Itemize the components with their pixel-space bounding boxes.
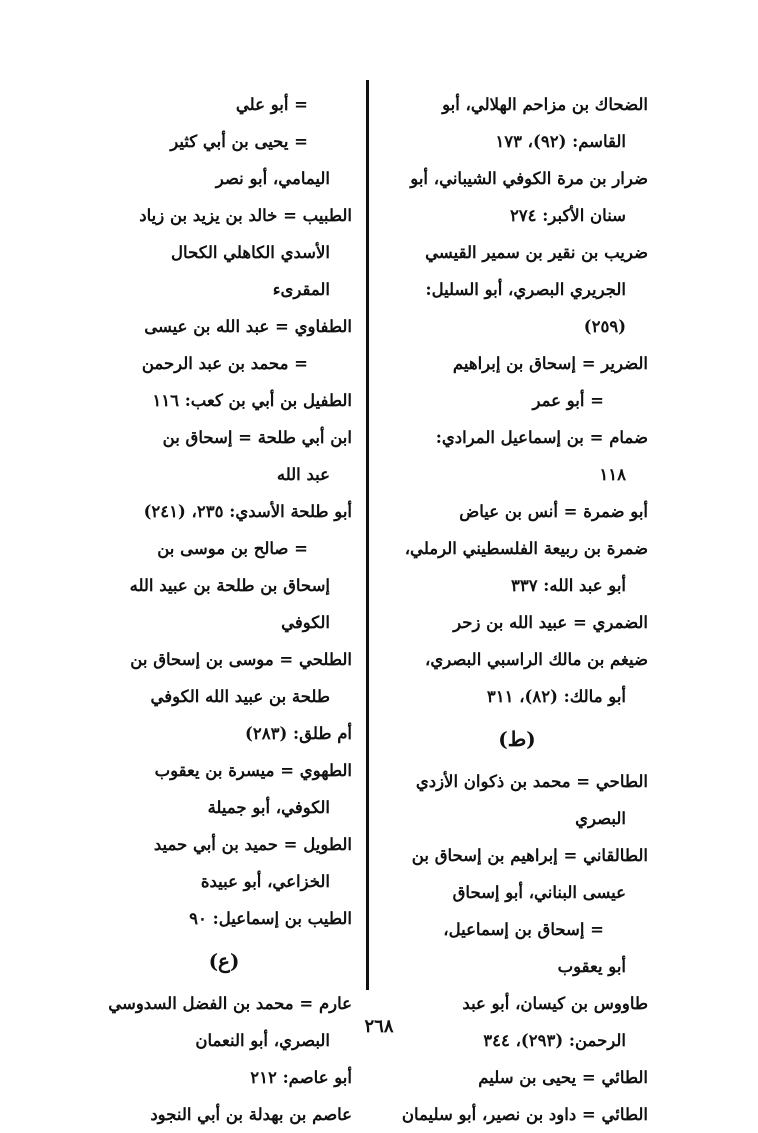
page-number: ٢٦٨ bbox=[364, 1016, 394, 1037]
index-entry-continuation: = أبو علي bbox=[235, 95, 308, 114]
index-entry-continuation: الكوفي bbox=[281, 613, 330, 632]
index-entry-continuation: (٢٥٩) bbox=[583, 317, 626, 336]
index-entry: أبو طلحة الأسدي: ٢٣٥، (٢٤١) bbox=[143, 502, 352, 521]
index-entry: ضرار بن مرة الكوفي الشيباني، أبو bbox=[410, 169, 648, 188]
index-entry: طاووس بن كيسان، أبو عبد bbox=[462, 994, 648, 1013]
index-entry-continuation: اليمامي، أبو نصر bbox=[215, 169, 330, 188]
section-heading: (ط) bbox=[498, 727, 536, 751]
index-entry: عارم = محمد بن الفضل السدوسي bbox=[108, 994, 352, 1013]
index-entry-continuation: عيسى البناني، أبو إسحاق bbox=[452, 883, 626, 902]
index-entry-continuation: سنان الأكبر: ٢٧٤ bbox=[509, 206, 626, 225]
index-entry: ضريب بن نقير بن سمير القيسي bbox=[425, 243, 648, 262]
index-entry: الطويل = حميد بن أبي حميد bbox=[153, 835, 352, 854]
index-entry: أبو ضمرة = أنس بن عياض bbox=[459, 502, 648, 521]
index-entry-continuation: القاسم: (٩٢)، ١٧٣ bbox=[495, 132, 626, 151]
index-entry: الطبيب = خالد بن يزيد بن زياد bbox=[139, 206, 352, 225]
index-entry-continuation: = يحيى بن أبي كثير bbox=[170, 132, 308, 151]
index-entry-continuation: الخزاعي، أبو عبيدة bbox=[200, 872, 330, 891]
index-entry: الضحاك بن مزاحم الهلالي، أبو bbox=[442, 95, 648, 114]
index-entry: الطائي = يحيى بن سليم bbox=[478, 1068, 648, 1087]
index-entry-continuation: البصري bbox=[575, 809, 626, 828]
index-entry-continuation: المقرىء bbox=[272, 280, 330, 299]
index-entry: الضمري = عبيد الله بن زحر bbox=[453, 613, 648, 632]
index-entry-continuation: = أبو عمر bbox=[532, 391, 604, 410]
index-entry: الطلحي = موسى بن إسحاق بن bbox=[130, 650, 352, 669]
index-entry-continuation: الأسدي الكاهلي الكحال bbox=[171, 243, 330, 262]
column-divider bbox=[366, 80, 369, 990]
index-entry: الضرير = إسحاق بن إبراهيم bbox=[452, 354, 648, 373]
index-entry: عاصم بن بهدلة بن أبي النجود bbox=[150, 1105, 352, 1124]
index-entry-continuation: طلحة بن عبيد الله الكوفي bbox=[150, 687, 330, 706]
index-entry: ضيغم بن مالك الراسبي البصري، bbox=[425, 650, 648, 669]
index-entry: ضمرة بن ربيعة الفلسطيني الرملي، bbox=[404, 539, 648, 558]
right-column bbox=[386, 86, 648, 1133]
index-entry-continuation: أبو يعقوب bbox=[557, 957, 626, 976]
index-entry: الطفيل بن أبي بن كعب: ١١٦ bbox=[152, 391, 352, 410]
index-entry-continuation: أبو عبد الله: ٣٣٧ bbox=[510, 576, 626, 595]
index-entry: الطيب بن إسماعيل: ٩٠ bbox=[189, 909, 352, 928]
index-entry-continuation: = محمد بن عبد الرحمن bbox=[141, 354, 308, 373]
index-entry: الطهوي = ميسرة بن يعقوب bbox=[154, 761, 352, 780]
index-entry: ضمام = بن إسماعيل المرادي: bbox=[435, 428, 648, 447]
section-heading: (ع) bbox=[208, 949, 240, 973]
index-entry-continuation: البصري، أبو النعمان bbox=[195, 1031, 330, 1050]
index-entry: ابن أبي طلحة = إسحاق بن bbox=[162, 428, 352, 447]
index-entry-continuation: أبو مالك: (٨٢)، ٣١١ bbox=[486, 687, 626, 706]
index-entry-continuation: إسحاق بن طلحة بن عبيد الله bbox=[129, 576, 330, 595]
index-entry-continuation: = إسحاق بن إسماعيل، bbox=[443, 920, 604, 939]
index-entry-continuation: عبد الله bbox=[276, 465, 330, 484]
index-entry-continuation: = صالح بن موسى بن bbox=[157, 539, 308, 558]
index-entry: الطالقاني = إبراهيم بن إسحاق بن bbox=[411, 846, 648, 865]
left-column bbox=[96, 86, 352, 1133]
index-entry: الطفاوي = عبد الله بن عيسى bbox=[144, 317, 352, 336]
index-entry-continuation: الرحمن: (٢٩٣)، ٣٤٤ bbox=[483, 1031, 626, 1050]
index-entry: أم طلق: (٢٨٣) bbox=[245, 724, 352, 743]
index-entry: أبو عاصم: ٢١٢ bbox=[250, 1068, 352, 1087]
index-entry-continuation: الكوفي، أبو جميلة bbox=[207, 798, 330, 817]
index-entry-continuation: الجريري البصري، أبو السليل: bbox=[425, 280, 626, 299]
index-entry-continuation: ١١٨ bbox=[599, 465, 626, 484]
index-entry: الطاحي = محمد بن ذكوان الأزدي bbox=[415, 772, 648, 791]
index-entry: الطائي = داود بن نصير، أبو سليمان bbox=[401, 1105, 648, 1124]
